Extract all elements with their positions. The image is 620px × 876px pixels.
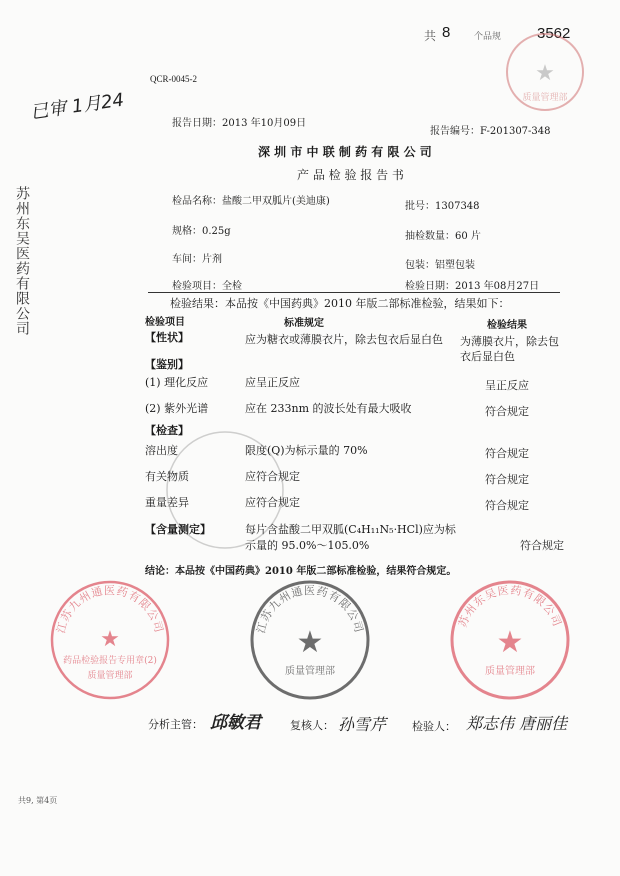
star-icon: ★ (496, 625, 524, 660)
svg-text:苏州东吴医药有限公司 (455, 583, 564, 629)
row-result: 符合规定 (485, 499, 529, 512)
row-result-cont: 衣后显白色 (460, 350, 515, 363)
field-test-date: 检验日期：2013 年08月27日 (405, 281, 540, 292)
red-stamp-quality (52, 582, 168, 698)
header-result: 检验结果 (487, 320, 527, 331)
red-stamp-quality-sub: 药品检验报告专用章(2) (63, 656, 157, 666)
svg-text:江苏九州通医药有限公司 (254, 583, 365, 634)
row-standard: 应为糖衣或薄膜衣片，除去包衣后显白色 (245, 333, 443, 346)
page-footer: 共9, 第4页 (18, 796, 58, 805)
row-item: (1) 理化反应 (145, 376, 209, 389)
star-icon: ★ (100, 627, 120, 652)
field-package: 包装：铝塑包装 (405, 260, 475, 271)
gray-stamp-dept: 质量管理部 (285, 666, 335, 677)
field-items: 检验项目：全检 (172, 281, 242, 292)
row-result: 符合规定 (485, 405, 529, 418)
row-item: (2) 紫外光谱 (145, 402, 209, 415)
gray-stamp-company (252, 582, 368, 698)
row-item: 溶出度 (145, 444, 178, 457)
form-code: QCR-0045-2 (150, 74, 197, 84)
top-stamp (507, 34, 583, 110)
star-icon: ★ (535, 61, 555, 86)
row-result: 为薄膜衣片，除去包 (460, 335, 559, 348)
divider (148, 292, 560, 293)
row-standard: 应呈正反应 (245, 376, 300, 389)
top-stamp-text: 质量管理部 (522, 93, 568, 103)
supervisor-label: 分析主管： (148, 718, 203, 731)
inspector-signature: 郑志伟 唐丽佳 (466, 714, 568, 733)
reviewer-label: 复核人： (290, 719, 334, 732)
svg-text:江苏九州通医药有限公司 (54, 583, 165, 634)
field-sample-qty: 抽检数量：60 片 (405, 231, 481, 242)
row-item: 【含量测定】 (145, 523, 211, 536)
red-stamp-quality-dept: 质量管理部 (87, 671, 133, 681)
field-workshop: 车间：片剂 (172, 254, 222, 265)
red-stamp-suzhou-name: 苏州东吴医药有限公司 (455, 583, 565, 630)
field-product: 检品名称：盐酸二甲双胍片(美迪康) (172, 196, 330, 207)
row-result: 符合规定 (485, 447, 529, 460)
handwritten-note: 已审 1月24 (29, 89, 126, 124)
section-identification: 【鉴别】 (145, 358, 189, 371)
side-stamp-text: 苏州东吴医药有限公司 (14, 186, 30, 336)
conclusion: 结论：本品按《中国药典》2010 年版二部标准检验，结果符合规定。 (145, 566, 457, 577)
row-result: 符合规定 (520, 539, 564, 552)
document-number: 3562 (537, 25, 571, 42)
gray-stamp-name: 江苏九州通医药有限公司 (254, 584, 366, 635)
total-label: 共 (424, 29, 437, 43)
field-batch: 批号：1307348 (405, 201, 480, 212)
unit-label: 个品规 (474, 32, 502, 42)
section-check: 【检查】 (145, 424, 189, 437)
report-date: 报告日期：2013 年10月09日 (172, 118, 307, 129)
header-standard: 标准规定 (284, 318, 324, 329)
header-item: 检验项目 (145, 317, 185, 328)
row-item: 有关物质 (145, 470, 189, 483)
row-standard: 应符合规定 (245, 470, 300, 483)
red-stamp-suzhou (452, 582, 568, 698)
inspector-label: 检验人： (412, 720, 456, 733)
row-result: 呈正反应 (485, 379, 529, 392)
row-standard: 应在 233nm 的波长处有最大吸收 (245, 402, 412, 415)
row-standard: 限度(Q)为标示量的 70% (245, 444, 368, 457)
red-stamp-quality-name: 江苏九州通医药有限公司 (54, 584, 166, 635)
field-spec: 规格：0.25g (172, 226, 231, 237)
row-item: 【性状】 (145, 331, 189, 344)
reviewer-signature: 孙雪芹 (338, 715, 387, 734)
supervisor-signature: 邱敏君 (210, 713, 261, 733)
report-number: 报告编号：F-201307-348 (430, 126, 551, 137)
row-standard-cont: 示量的 95.0%～105.0% (245, 539, 370, 552)
row-standard: 每片含盐酸二甲双胍(C₄H₁₁N₅·HCl)应为标 (245, 523, 456, 536)
report-title: 产 品 检 验 报 告 书 (297, 168, 404, 182)
row-standard: 应符合规定 (245, 496, 300, 509)
star-icon: ★ (296, 625, 324, 660)
company-name: 深 圳 市 中 联 制 药 有 限 公 司 (258, 145, 432, 159)
result-intro: 检验结果：本品按《中国药典》2010 年版二部标准检验，结果如下： (170, 297, 510, 310)
total-count: 8 (442, 24, 451, 41)
row-result: 符合规定 (485, 473, 529, 486)
row-item: 重量差异 (145, 496, 189, 509)
red-stamp-suzhou-dept: 质量管理部 (485, 666, 535, 677)
